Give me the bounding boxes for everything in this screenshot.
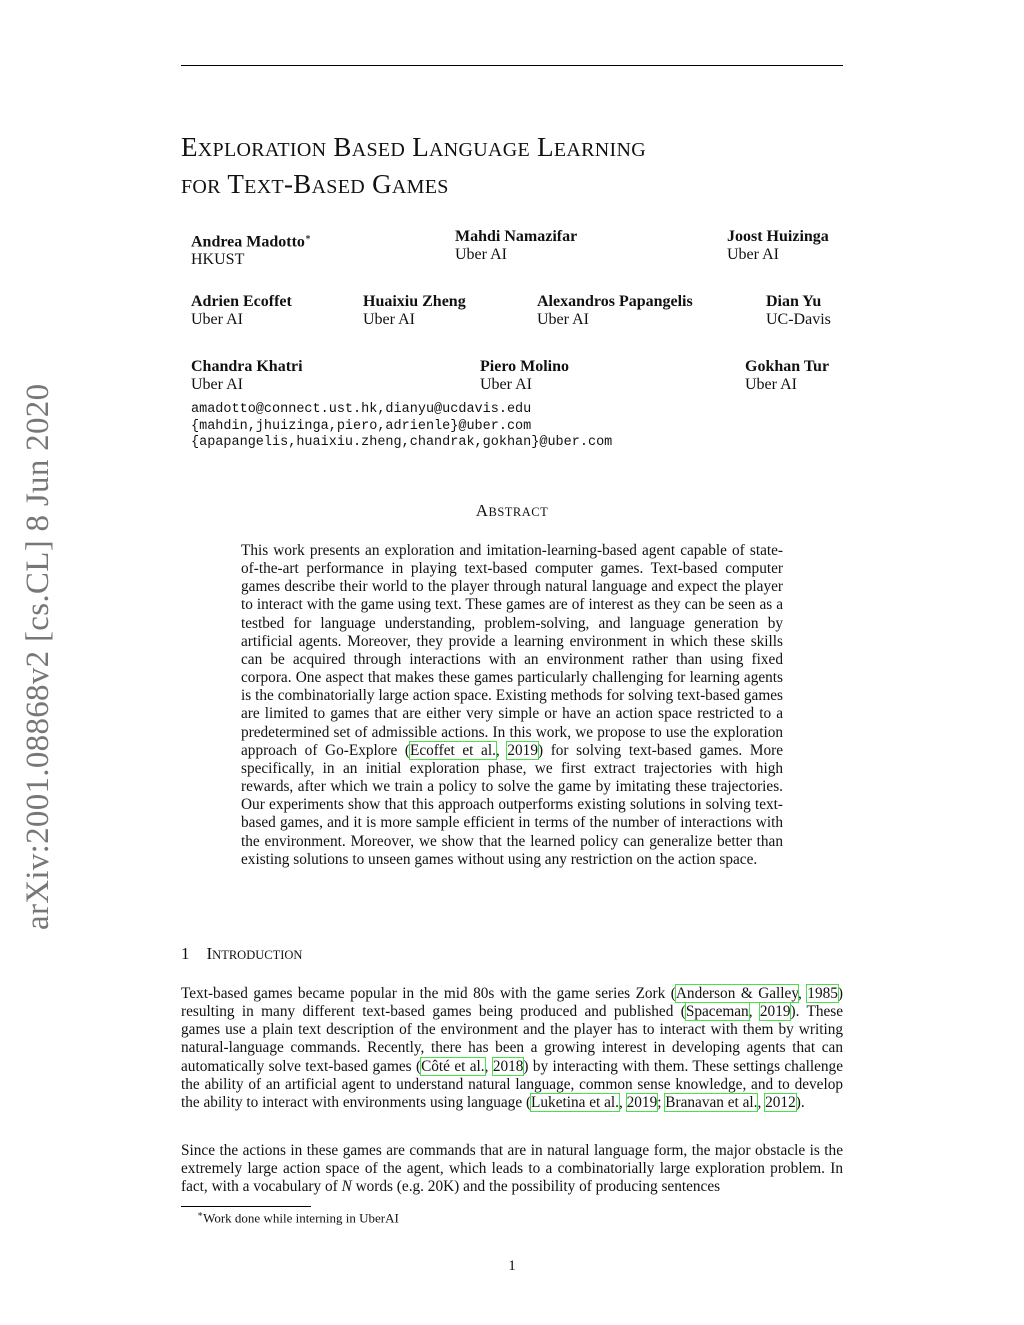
email-line[interactable]: {apapangelis,huaixiu.zheng,chandrak,gokhan}@uber.com [191,435,613,450]
text-run: ) resulting in many different text-based games being produced and published ( [181,985,843,1021]
title-word: -BASED [283,169,365,199]
citation-link[interactable]: 2012 [765,1093,796,1111]
text-run: , [618,1093,627,1111]
title-line-2 [181,167,646,204]
citation-link[interactable]: Côté et al. [421,1057,485,1075]
text-run: , [797,985,808,1002]
title-word: FOR [181,176,221,198]
author: Piero Molino Uber AI [480,358,570,393]
citation-link[interactable]: Spaceman [685,1003,749,1021]
title-word: LANGUAGE [412,132,531,162]
header-rule [181,65,843,66]
citation-link[interactable]: 2018 [492,1057,524,1075]
citation-link[interactable]: Branavan et al. [665,1093,758,1111]
text-run: ). These games use a plain text description of the environment and the player has to interact with them by writing natural-language commands. Recently, there has been a growing interest in developing agents that can automatically solve text-based games ( [181,1003,844,1075]
abstract-text: This work presents an exploration and imitation-learning-based agent capable of state-of-the-art performance in playing text-based computer games. Text-based computer games describe their world to the player through natural language and expect the player to interact with the game using text. These games are of interest as they can be seen as a testbed for language understanding, problem-solving, and language generation by artificial agents. Moreover, they provide a learning environment in which these skills can be acquired through interactions with an environment rather than using fixed corpora. One aspect that makes these games particularly challenging for learning agents is the combinatorially large action space. Existing methods for solving text-based games are limited to games that are either very simple or have an action space restricted to a predetermined set of admissible actions. In this work, we propose to use the exploration approach of Go-Explore (Ecoffet et al., 2019) for solving text-based games. More specifically, in an initial exploration phase, we first extract trajectories with high rewards, after which we train a policy to solve the game by imitating these trajectories. Our experiments show that this approach outperforms existing solutions in solving text-based games, and it is more sample efficient in terms of the number of interactions with the environment. Moreover, we show that the learned policy can generalize better than existing solutions to unseen games without using any restriction on the action space. [241,542,783,868]
author: Joost Huizinga Uber AI [727,228,829,263]
citation-link[interactable]: Luketina et al. [531,1093,619,1111]
paper-title [181,130,646,204]
citation-link[interactable]: Ecoffet et al. [410,741,496,759]
citation-link[interactable]: 2019 [759,1003,791,1021]
section-heading-introduction: 1 INTRODUCTION [181,944,303,963]
title-word: TEXT [227,169,284,199]
text-run: Text-based games became popular in the mid 80s with the game series Zork ( [181,985,676,1002]
title-word: BASED [333,132,406,162]
citation-link[interactable]: 2019 [507,741,538,759]
email-line[interactable]: amadotto@connect.ust.hk,dianyu@ucdavis.edu [191,402,532,417]
citation-link[interactable]: 2019 [626,1093,658,1111]
author: Gokhan Tur Uber AI [745,358,830,393]
author: Andrea Madotto∗ HKUST [191,232,312,269]
author: Dian Yu UC-Davis [766,293,831,328]
footnote: ∗Work done while interning in UberAI [197,1209,399,1226]
text-run: , [484,1057,493,1075]
intro-paragraph-2: Since the actions in these games are commands that are in natural language form, the major obstacle is the extremely large action space of the agent, which leads to a combinatorially large exploration problem. In fact, with a vocabulary of N words (e.g. 20K) and the possibility of producing sentences [181,1142,843,1196]
text-run: , [757,1093,766,1111]
author: Chandra Khatri Uber AI [191,358,303,393]
abstract-heading: ABSTRACT [475,501,549,520]
intro-paragraph-1 [181,985,843,1112]
title-word: LEARNING [537,132,646,162]
author: Alexandros Papangelis Uber AI [537,293,693,328]
title-word: GAMES [372,169,449,199]
arxiv-identifier: arXiv:2001.08868v2 [cs.CL] 8 Jun 2020 [20,383,56,930]
footnote-rule [181,1206,311,1207]
text-run: ) by interacting with them. These settings challenge the ability of an artificial agent to understand natural language, common sense knowledge, and to develop the ability to interact with environments using language ( [181,1057,843,1111]
author-emails [191,402,612,452]
text-run: ; [657,1093,666,1111]
title-line-1 [181,130,646,167]
citation-link[interactable]: 1985 [807,985,838,1002]
text-run: ). [795,1093,805,1111]
page-number: 1 [508,1258,516,1274]
author: Adrien Ecoffet Uber AI [191,293,292,328]
author: Mahdi Namazifar Uber AI [455,228,578,263]
author: Huaixiu Zheng Uber AI [363,293,466,328]
citation-link[interactable]: Anderson & Galley [675,985,798,1002]
text-run: , [748,1003,760,1021]
email-line[interactable]: {mahdin,jhuizinga,piero,adrienle}@uber.com [191,418,532,434]
title-word: EXPLORATION [181,132,327,162]
